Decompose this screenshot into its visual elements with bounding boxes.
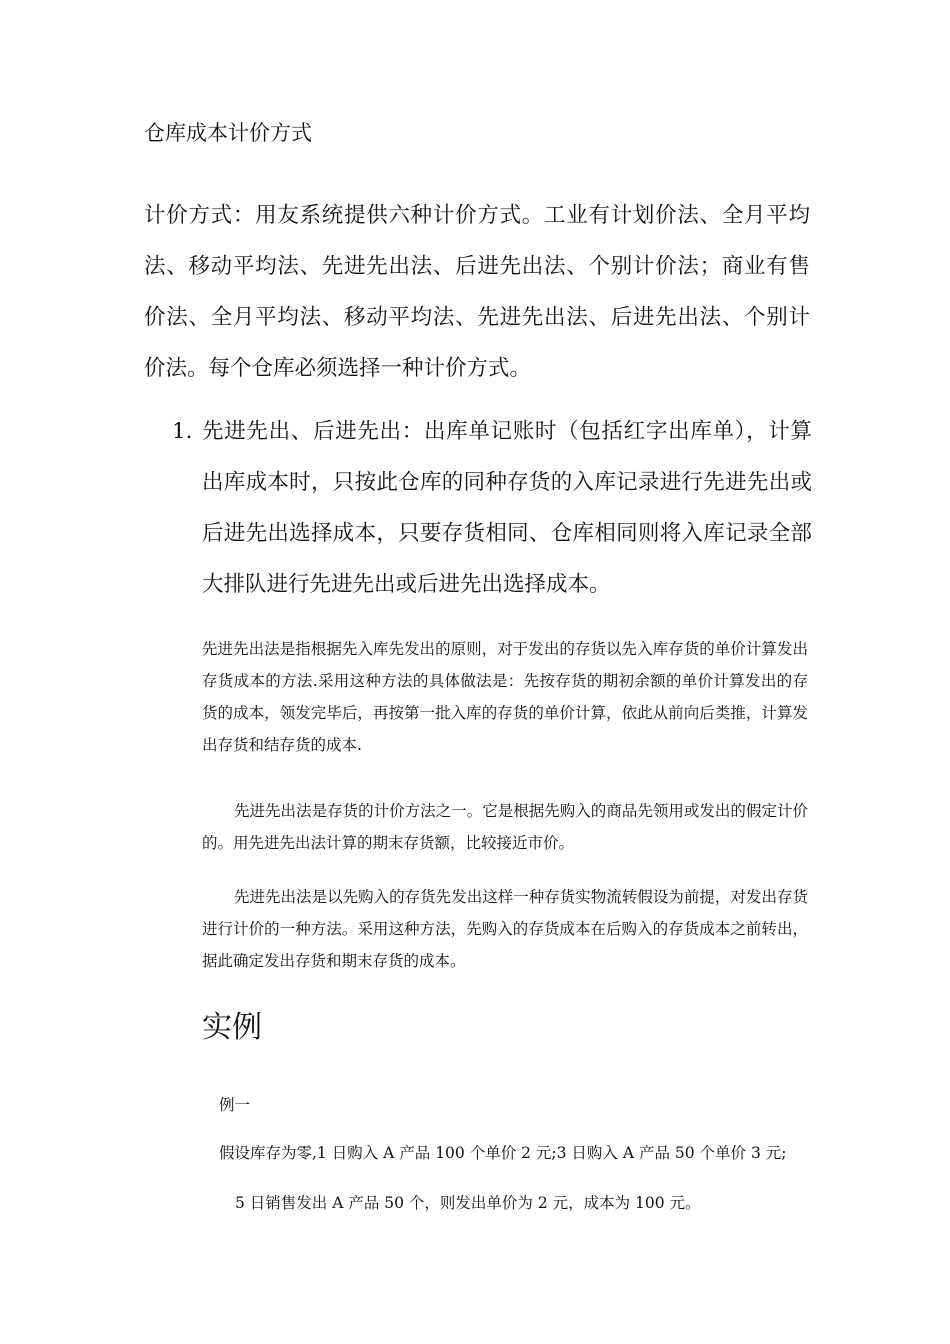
example-line-2: 5 日销售发出 A 产品 50 个，则发出单价为 2 元，成本为 100 元。 — [235, 1194, 701, 1212]
list-item-text: 先进先出、后进先出：出库单记账时（包括红字出库单），计算出库成本时，只按此仓库的同种存货的入库记录进行先进先出或后进先出选择成本，只要存货相同、仓库相同则将入库记录全部大排队进行先进先出或后进先出选择成本。 — [202, 419, 812, 597]
example-line-1: 假设库存为零,1 日购入 A 产品 100 个单价 2 元;3 日购入 A 产品 50 个单价 3 元; — [219, 1144, 787, 1162]
body-paragraph-3: 先进先出法是以先购入的存货先发出这样一种存货实物流转假设为前提，对发出存货进行计价的一种方法。采用这种方法，先购入的存货成本在后购入的存货成本之前转出，据此确定发出存货和期末存货的成本。 — [202, 888, 808, 970]
document-title: 仓库成本计价方式 — [144, 121, 312, 145]
body-paragraph-1: 先进先出法是指根据先入库先发出的原则，对于发出的存货以先入库存货的单价计算发出存货成本的方法.采用这种方法的具体做法是：先按存货的期初余额的单价计算发出的存货的成本，领发完毕后，再按第一批入库的存货的单价计算，依此从前向后类推，计算发出存货和结存货的成本. — [202, 640, 808, 754]
list-item — [172, 406, 812, 610]
body-paragraph-2: 先进先出法是存货的计价方法之一。它是根据先购入的商品先领用或发出的假定计价的。用先进先出法计算的期末存货额，比较接近市价。 — [202, 802, 808, 852]
list-item-number: 1. — [172, 419, 193, 444]
section-heading: 实例 — [202, 1010, 262, 1045]
example-label: 例一 — [219, 1096, 251, 1114]
intro-paragraph: 计价方式：用友系统提供六种计价方式。工业有计划价法、全月平均法、移动平均法、先进先出法、后进先出法、个别计价法；商业有售价法、全月平均法、移动平均法、先进先出法、后进先出法、个别计价法。每个仓库必须选择一种计价方式。 — [144, 203, 810, 381]
